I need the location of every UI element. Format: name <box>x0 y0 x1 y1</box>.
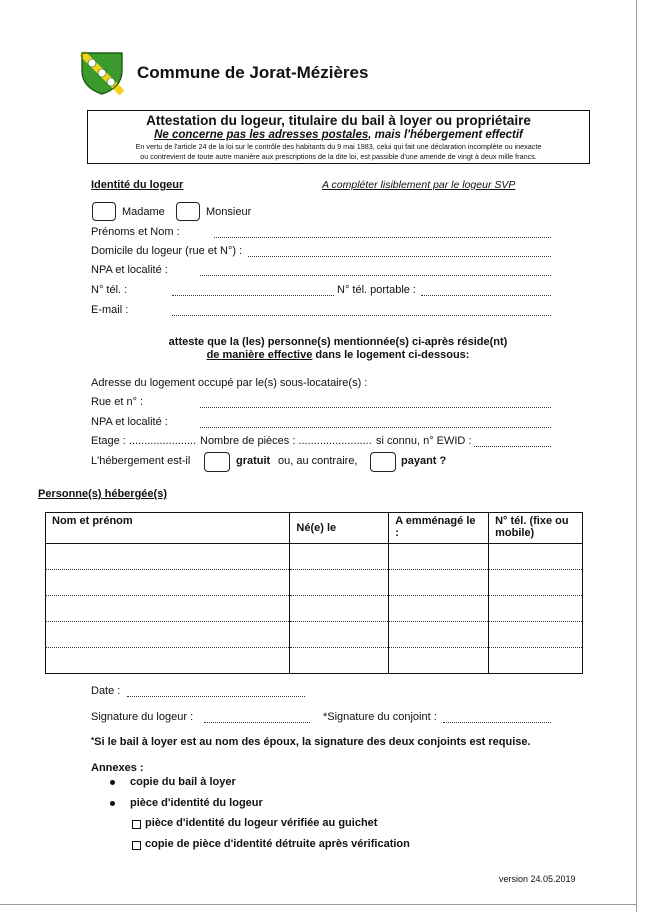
table-cell[interactable] <box>489 622 583 648</box>
check-detruite-label: copie de pièce d'identité détruite après vérification <box>145 838 410 850</box>
table-row <box>46 596 583 622</box>
page-edge-right <box>636 0 637 912</box>
date-label: Date : <box>91 685 121 697</box>
table-cell[interactable] <box>46 570 290 596</box>
tel-portable-field[interactable] <box>421 295 551 296</box>
table-cell[interactable] <box>290 622 389 648</box>
check-detruite-checkbox[interactable] <box>132 841 141 850</box>
law-notice-line2: ou contrevient de toute autre manière aux prescriptions de la dite loi, est passible d'une amende de vingt à deux mille francs. <box>140 152 537 161</box>
table-row <box>46 622 583 648</box>
version-label: version 24.05.2019 <box>499 874 576 884</box>
form-title: Attestation du logeur, titulaire du bail à loyer ou propriétaire <box>146 113 531 128</box>
bullet-icon <box>110 780 115 785</box>
spouse-note <box>91 736 531 748</box>
rue-label: Rue et n° : <box>91 396 144 408</box>
gratuit-checkbox[interactable] <box>204 452 230 472</box>
domicile-field[interactable] <box>248 256 551 257</box>
table-cell[interactable] <box>290 570 389 596</box>
signature-logeur-field[interactable] <box>204 722 310 723</box>
attest-underlined: de manière effective <box>206 349 313 361</box>
spouse-note-star: * <box>91 736 95 745</box>
madame-checkbox[interactable] <box>92 202 116 221</box>
attest-line1: atteste que la (les) personne(s) mentionnée(s) ci-après réside(nt) <box>168 336 508 348</box>
table-cell[interactable] <box>290 596 389 622</box>
col-telephone: N° tél. (fixe ou mobile) <box>489 513 583 544</box>
email-label: E-mail : <box>91 304 129 316</box>
email-field[interactable] <box>172 315 551 316</box>
law-notice-line1: En vertu de l'article 24 de la loi sur le contrôle des habitants du 9 mai 1983, celui qui fait une déclaration incomplète ou inexacte <box>135 142 542 151</box>
title-box <box>87 110 590 164</box>
table-cell[interactable] <box>389 622 489 648</box>
date-field[interactable] <box>127 696 305 697</box>
col-nom-prenom: Nom et prénom <box>46 513 290 544</box>
monsieur-checkbox[interactable] <box>176 202 200 221</box>
guests-table <box>45 512 583 674</box>
signature-conjoint-label: *Signature du conjoint : <box>323 711 437 723</box>
table-cell[interactable] <box>46 622 290 648</box>
attest-rest: dans le logement ci-dessous: <box>312 349 470 361</box>
etage-field[interactable]: Etage : ...................... <box>91 435 197 447</box>
table-cell[interactable] <box>489 544 583 570</box>
signature-logeur-text: Signature du logeur : <box>91 711 194 723</box>
payant-checkbox[interactable] <box>370 452 396 472</box>
tel-label: N° tél. : <box>91 284 128 296</box>
housing-address-label: Adresse du logement occupé par le(s) sous-locataire(s) : <box>91 377 368 389</box>
tel-portable-label: N° tél. portable : <box>337 284 416 296</box>
table-cell[interactable] <box>489 570 583 596</box>
spouse-note-text: Si le bail à loyer est au nom des époux, la signature des deux conjoints est requise. <box>94 736 531 748</box>
signature-conjoint-field[interactable] <box>443 722 551 723</box>
check-verifiee-checkbox[interactable] <box>132 820 141 829</box>
table-cell[interactable] <box>290 544 389 570</box>
page-edge-bottom <box>0 904 637 905</box>
ou-contraire-label: ou, au contraire, <box>278 455 358 467</box>
table-row <box>46 648 583 674</box>
payant-label: payant ? <box>401 455 447 467</box>
madame-label: Madame <box>122 206 165 218</box>
npa-housing-field[interactable] <box>200 427 551 428</box>
hebergement-label: L'hébergement est-il <box>91 455 191 467</box>
identity-heading: Identité du logeur <box>91 179 184 191</box>
col-emmenage: A emménagé le : <box>389 513 489 544</box>
identity-instruction: A compléter lisiblement par le logeur SVP <box>322 179 516 191</box>
annex-identite: pièce d'identité du logeur <box>130 797 263 809</box>
table-cell[interactable] <box>389 596 489 622</box>
bullet-icon <box>110 801 115 806</box>
table-cell[interactable] <box>46 544 290 570</box>
table-row <box>46 570 583 596</box>
table-cell[interactable] <box>389 544 489 570</box>
npa-logeur-label: NPA et localité : <box>91 264 168 276</box>
guests-header-row <box>46 513 583 544</box>
tel-field[interactable] <box>172 295 334 296</box>
annexes-label: Annexes : <box>91 762 144 774</box>
prenoms-nom-field[interactable] <box>214 237 551 238</box>
monsieur-label: Monsieur <box>206 206 252 218</box>
npa-logeur-field[interactable] <box>200 275 551 276</box>
table-cell[interactable] <box>46 648 290 674</box>
table-row <box>46 544 583 570</box>
table-cell[interactable] <box>290 648 389 674</box>
check-verifiee-label: pièce d'identité du logeur vérifiée au guichet <box>145 817 378 829</box>
commune-name: Commune de Jorat-Mézières <box>137 63 369 82</box>
pieces-field[interactable]: Nombre de pièces : ........................ <box>200 435 372 447</box>
table-cell[interactable] <box>389 648 489 674</box>
table-cell[interactable] <box>489 648 583 674</box>
domicile-label: Domicile du logeur (rue et N°) : <box>91 245 243 257</box>
gratuit-label: gratuit <box>236 455 271 467</box>
prenoms-nom-label: Prénoms et Nom : <box>91 226 180 238</box>
table-cell[interactable] <box>389 570 489 596</box>
commune-crest-logo <box>80 51 124 95</box>
subtitle-underlined: Ne concerne pas les adresses postales <box>154 129 369 141</box>
rue-field[interactable] <box>200 407 551 408</box>
npa-housing-label: NPA et localité : <box>91 416 168 428</box>
table-cell[interactable] <box>489 596 583 622</box>
subtitle-rest: , mais l'hébergement effectif <box>368 129 523 141</box>
col-ne-le: Né(e) le <box>290 513 389 544</box>
ewid-label: si connu, n° EWID : <box>376 435 472 447</box>
attest-line2 <box>0 349 646 361</box>
signature-logeur-label <box>91 711 193 723</box>
annex-bail: copie du bail à loyer <box>130 776 236 788</box>
form-subtitle <box>88 129 589 141</box>
table-cell[interactable] <box>46 596 290 622</box>
ewid-field[interactable] <box>474 446 551 447</box>
guests-heading: Personne(s) hébergée(s) <box>38 488 167 500</box>
